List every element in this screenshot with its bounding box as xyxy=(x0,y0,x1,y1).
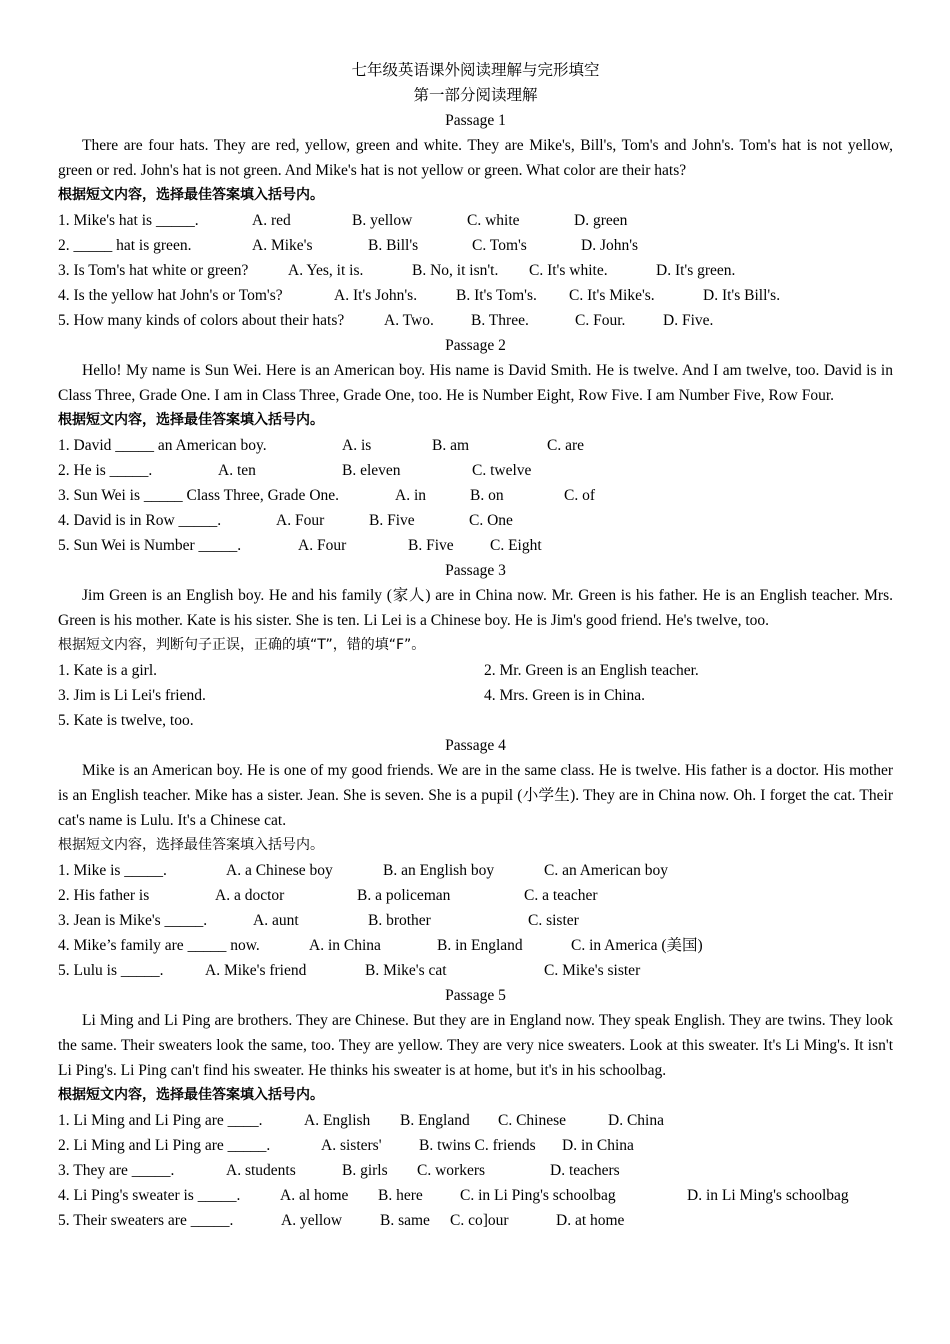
statement-row: 5. Kate is twelve, too. xyxy=(58,712,194,729)
question: 5. How many kinds of colors about their hats? A. Two. B. Three. C. Four. D. Five. xyxy=(58,312,714,329)
passage-1-instruction: 根据短文内容，选择最佳答案填入括号内。 xyxy=(58,187,324,203)
passage-3-heading: Passage 3 xyxy=(445,562,506,579)
passage-5-heading: Passage 5 xyxy=(445,987,506,1004)
question: 2. His father is A. a doctor B. a policeman C. a teacher xyxy=(58,887,598,904)
passage-1-heading: Passage 1 xyxy=(445,112,506,129)
page-subtitle: 第一部分阅读理解 xyxy=(413,87,538,104)
question: 1. Mike's hat is _____. A. red B. yellow C. white D. green xyxy=(58,212,628,229)
passage-4-text: Mike is an American boy. He is one of my good friends. We are in the same class. He is twelve. His father is a doctor. His mother is an English teacher. Mike has a sister. Jean. She is seven. She is a pupil (小学生). They are in China now. Oh. I forget the cat. Their cat's name is Lulu. It's a Chinese cat. xyxy=(58,762,893,829)
question: 3. Jean is Mike's _____. A. aunt B. brother C. sister xyxy=(58,912,579,929)
question: 5. Lulu is _____. A. Mike's friend B. Mike's cat C. Mike's sister xyxy=(58,962,641,979)
question: 5. Their sweaters are _____. A. yellow B. same C. co]our D. at home xyxy=(58,1212,625,1229)
passage-2-heading: Passage 2 xyxy=(445,337,506,354)
passage-5-instruction: 根据短文内容，选择最佳答案填入括号内。 xyxy=(58,1087,324,1103)
question: 2. Li Ming and Li Ping are _____. A. sisters' B. twins C. friends D. in China xyxy=(58,1137,634,1154)
question: 1. Li Ming and Li Ping are ____. A. English B. England C. Chinese D. China xyxy=(58,1112,664,1129)
worksheet-page xyxy=(58,58,893,1233)
passage-2-text: Hello! My name is Sun Wei. Here is an American boy. His name is David Smith. He is twelve. And I am twelve, too. David is in Class Three, Grade One. I am in Class Three, Grade One, too. He is Number Eight, Row Five. I am Number Five, Row Four. xyxy=(58,362,893,404)
passage-3-text: Jim Green is an English boy. He and his family (家人) are in China now. Mr. Green is his father. He is an English teacher. Mrs. Green is his mother. Kate is his sister. She is ten. Li Lei is a Chinese boy. He is Jim's good friend. He's twelve, too. xyxy=(58,587,893,629)
question: 1. Mike is _____. A. a Chinese boy B. an English boy C. an American boy xyxy=(58,862,668,879)
question: 1. David _____ an American boy. A. is B. am C. are xyxy=(58,437,585,454)
question: 4. Mike’s family are _____ now. A. in China B. in England C. in America (美国) xyxy=(58,937,703,954)
question: 4. David is in Row _____. A. Four B. Five C. One xyxy=(58,512,513,529)
passage-1-text: There are four hats. They are red, yellow, green and white. They are Mike's, Bill's, Tom's and John's. Tom's hat is not yellow, green or red. John's hat is not green. And Mike's hat is not yellow or green. What color are their hats? xyxy=(58,137,893,179)
question: 2. He is _____. A. ten B. eleven C. twelve xyxy=(58,462,532,479)
passage-2-instruction: 根据短文内容，选择最佳答案填入括号内。 xyxy=(58,412,324,428)
passage-4-instruction: 根据短文内容，选择最佳答案填入括号内。 xyxy=(58,837,324,853)
question: 4. Is the yellow hat John's or Tom's? A. It's John's. B. It's Tom's. C. It's Mike's. D. It's Bill's. xyxy=(58,287,781,304)
question: 2. _____ hat is green. A. Mike's B. Bill's C. Tom's D. John's xyxy=(58,237,639,254)
passage-5-text: Li Ming and Li Ping are brothers. They are Chinese. But they are in England now. They speak English. They are twins. They look the same. Their sweaters look the same, too. They are yellow. They are very nice sweaters. Look at this sweater. It's Li Ming's. It isn't Li Ping's. Li Ping can't find his sweater. He thinks his sweater is at home, but it's in his schoolbag. xyxy=(58,1012,893,1079)
statement-row: 3. Jim is Li Lei's friend. 4. Mrs. Green is in China. xyxy=(58,687,646,704)
statement-row: 1. Kate is a girl. 2. Mr. Green is an English teacher. xyxy=(58,662,699,679)
question: 5. Sun Wei is Number _____. A. Four B. Five C. Eight xyxy=(58,537,542,554)
question: 3. They are _____. A. students B. girls C. workers D. teachers xyxy=(58,1162,620,1179)
question: 4. Li Ping's sweater is _____. A. al home B. here C. in Li Ping's schoolbag D. in Li Ming's schoolbag xyxy=(58,1187,849,1204)
question: 3. Is Tom's hat white or green? A. Yes, it is. B. No, it isn't. C. It's white. D. It's green. xyxy=(58,262,736,279)
question: 3. Sun Wei is _____ Class Three, Grade One. A. in B. on C. of xyxy=(58,487,595,504)
page-title: 七年级英语课外阅读理解与完形填空 xyxy=(351,62,600,79)
passage-4-heading: Passage 4 xyxy=(445,737,506,754)
passage-3-instruction: 根据短文内容，判断句子正误，正确的填“T”，错的填“F”。 xyxy=(58,637,426,653)
